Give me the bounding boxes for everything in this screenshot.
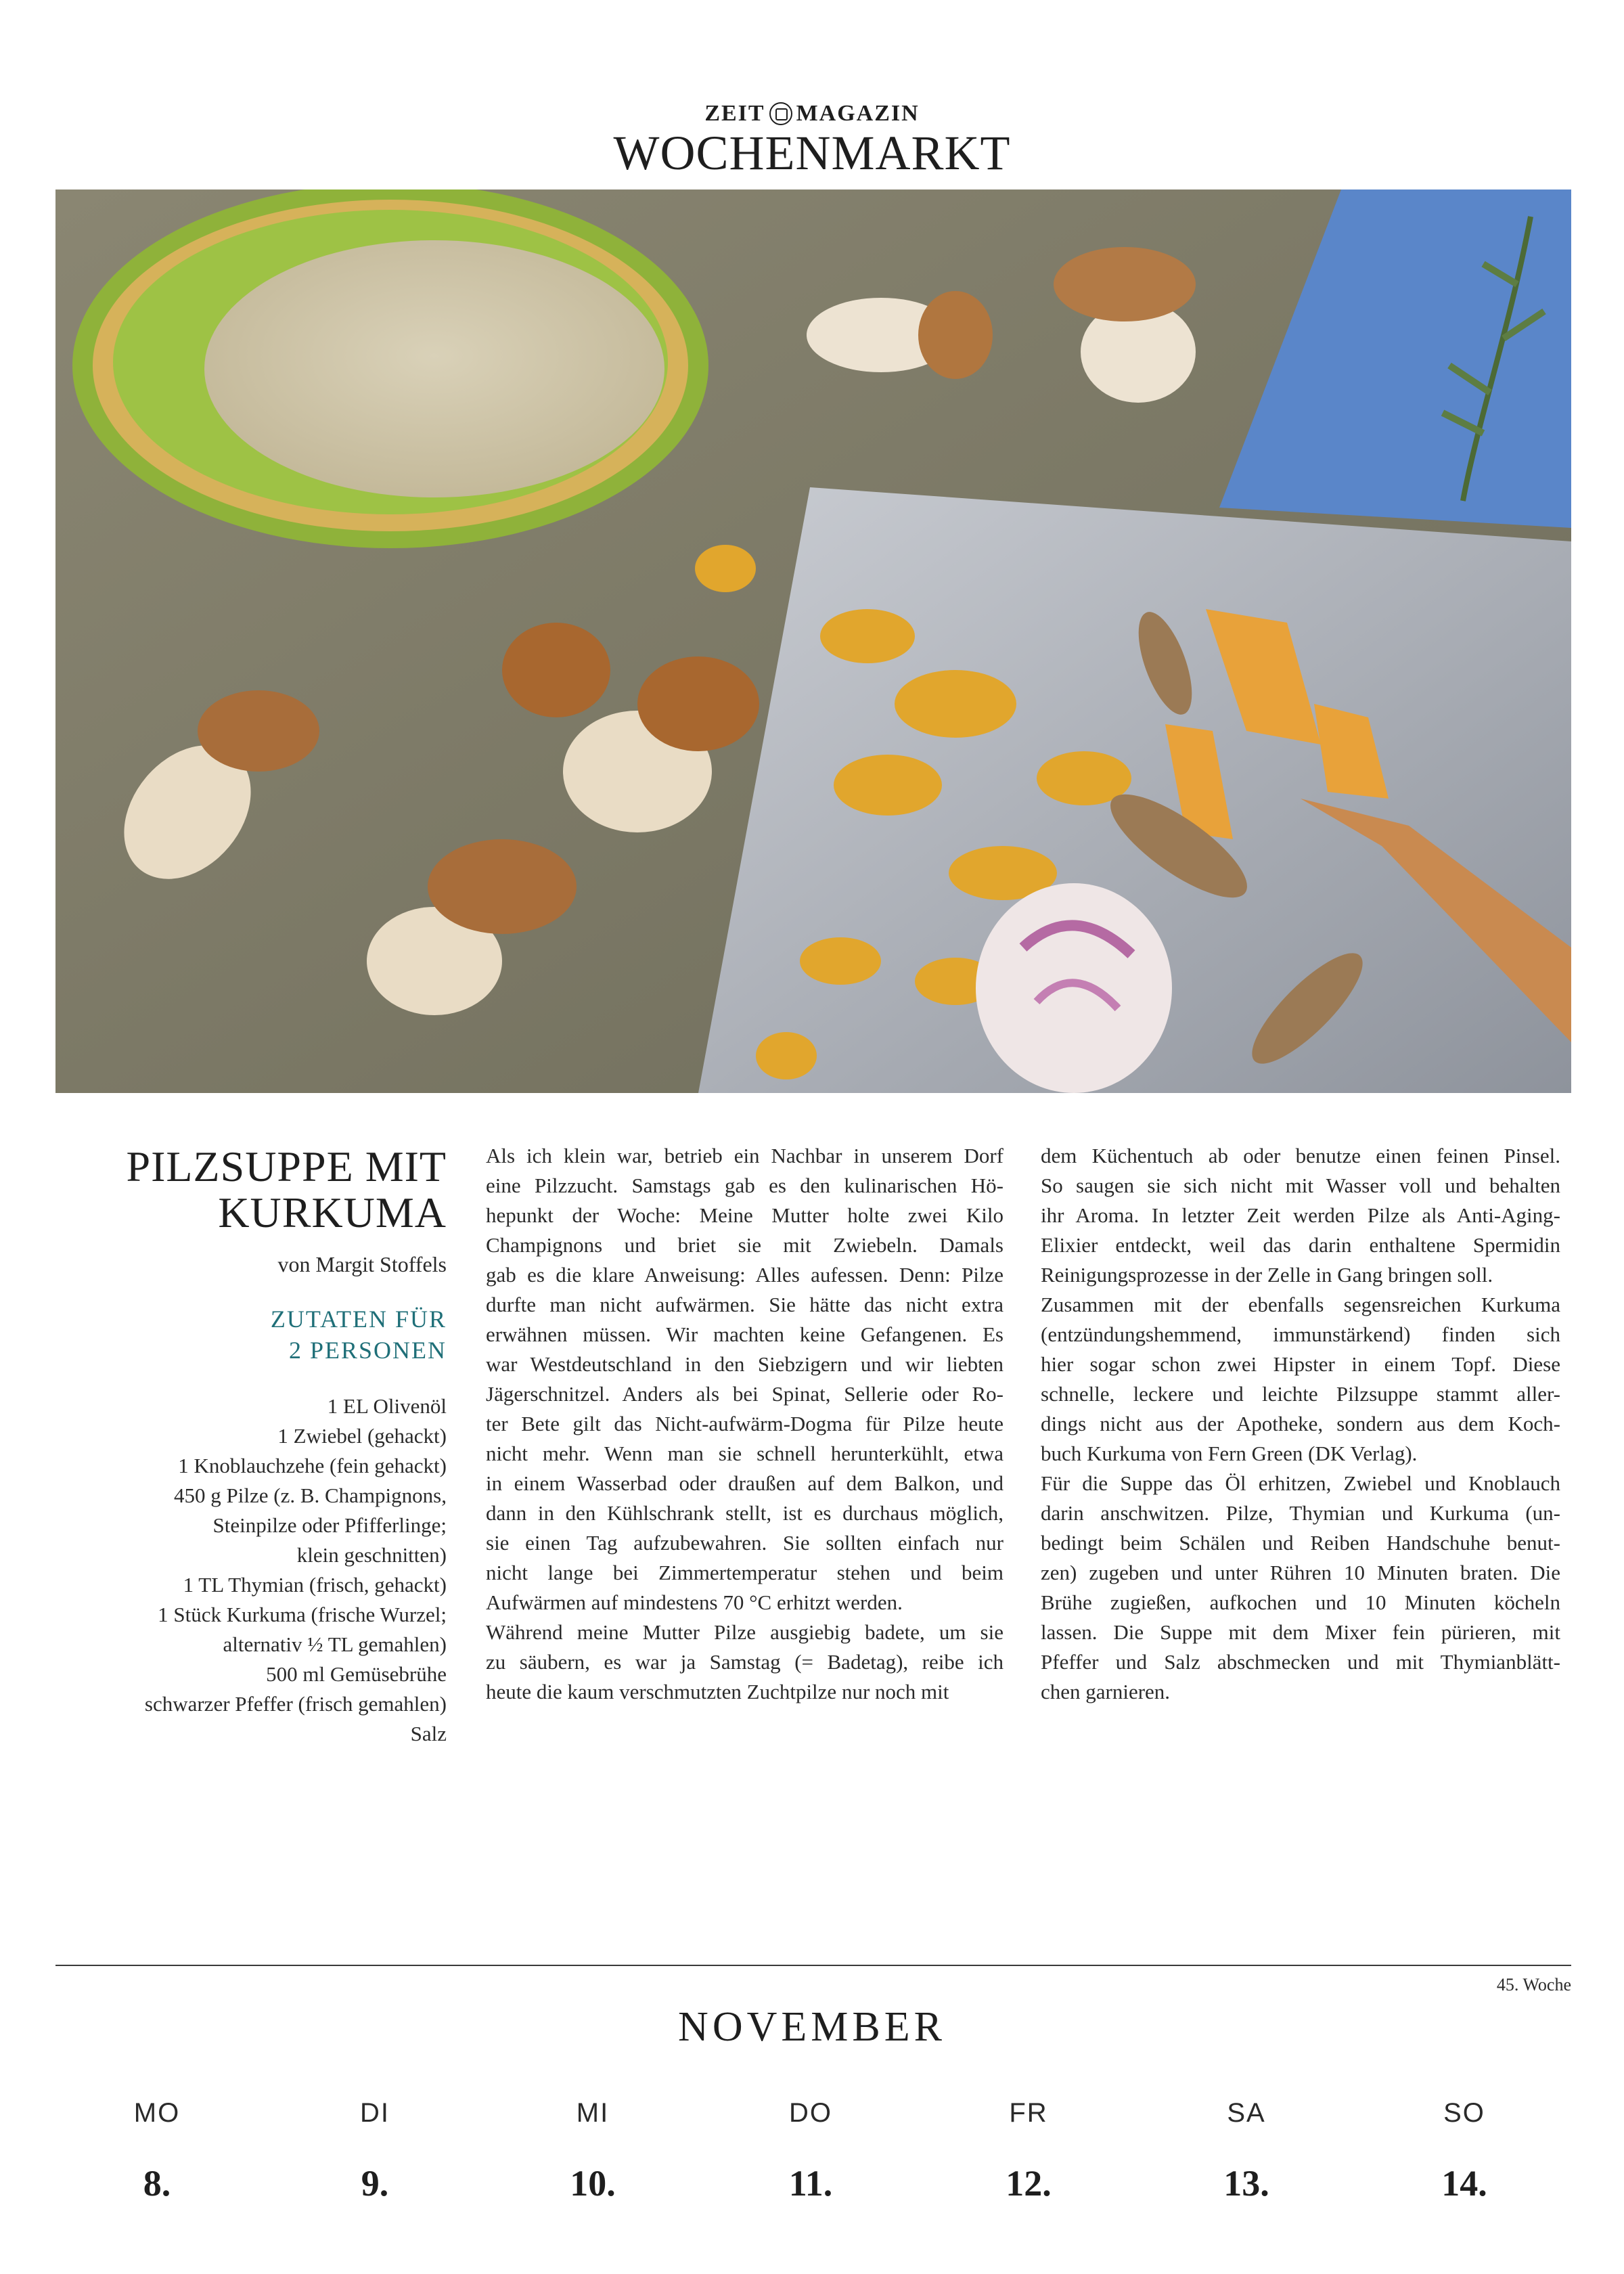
- text-line: buch Kurkuma von Fern Green (DK Verlag).: [1041, 1442, 1418, 1465]
- text-line: ter Bete gilt das Nicht-aufwärm-Dogma für Pilze heute: [486, 1412, 1003, 1435]
- recipe-photo: [55, 190, 1571, 1093]
- day-number: 11.: [788, 2163, 833, 2204]
- text-line: heute die kaum verschmutzten Zuchtpilze nur noch mit: [486, 1680, 949, 1703]
- text-line: zu säubern, es war ja Samstag (= Badetag), reibe ich: [486, 1650, 1003, 1674]
- article-column-1: [486, 1141, 1003, 1707]
- masthead: [0, 102, 1624, 179]
- day-number: 13.: [1223, 2163, 1269, 2204]
- masthead-brand: [0, 102, 1624, 126]
- text-line: lassen. Die Suppe mit dem Mixer fein pürieren, mit: [1041, 1620, 1560, 1644]
- day-sa: [1179, 2098, 1314, 2204]
- text-line: darin anschwitzen. Pilze, Thymian und Kurkuma (un-: [1041, 1501, 1560, 1525]
- text-line: Reinigungsprozesse in der Zelle in Gang bringen soll.: [1041, 1263, 1493, 1287]
- text-line: chen garnieren.: [1041, 1680, 1171, 1703]
- month-title: NOVEMBER: [678, 2004, 946, 2050]
- text-line: bedingt beim Schälen und Reiben Handschuhe benut-: [1041, 1531, 1560, 1555]
- text-line: war Westdeutschland in den Siebzigern und wir liebten: [486, 1352, 1003, 1376]
- text-line: in einem Wasserbad oder draußen auf dem Balkon, und: [486, 1471, 1003, 1495]
- day-name: FR: [1009, 2098, 1048, 2128]
- text-line: gab es die klare Anweisung: Alles aufessen. Denn: Pilze: [486, 1263, 1003, 1287]
- text-line: dann in den Kühlschrank stellt, ist es durchaus möglich,: [486, 1501, 1003, 1525]
- text-line: nicht mehr. Wenn man sie schnell herunterkühlt, etwa: [486, 1442, 1003, 1465]
- day-fr: [961, 2098, 1096, 2204]
- ingredient-item: alternativ ½ TL gemahlen): [223, 1632, 447, 1656]
- text-line: sie einen Tag aufzubewahren. Sie sollten einfach nur: [486, 1531, 1003, 1555]
- text-line: dem Küchentuch ab oder benutze einen feinen Pinsel.: [1041, 1144, 1560, 1167]
- day-name: SO: [1443, 2098, 1485, 2128]
- day-name: SA: [1227, 2098, 1266, 2128]
- text-line: Zusammen mit der ebenfalls segensreichen Kurkuma: [1041, 1293, 1560, 1316]
- ingredient-item: schwarzer Pfeffer (frisch gemahlen): [144, 1692, 447, 1716]
- text-line: zen) zugeben und unter Rühren 10 Minuten braten. Die: [1041, 1561, 1560, 1584]
- text-line: hier sogar schon zwei Hipster in einem Topf. Diese: [1041, 1352, 1560, 1376]
- text-line: (entzündungshemmend, immunstärkend) finden sich: [1041, 1322, 1560, 1346]
- text-line: Champignons und briet sie mit Zwiebeln. Damals: [486, 1233, 1003, 1257]
- recipe-title-line2: KURKUMA: [218, 1188, 447, 1236]
- ingredient-item: 1 Knoblauchzehe (fein gehackt): [178, 1454, 447, 1477]
- day-number: 8.: [143, 2163, 171, 2204]
- day-mo: [89, 2098, 225, 2204]
- day-number: 10.: [570, 2163, 616, 2204]
- day-name: MI: [576, 2098, 610, 2128]
- ingredient-item: Steinpilze oder Pfifferlinge;: [212, 1513, 447, 1537]
- ingredient-item: 1 Zwiebel (gehackt): [277, 1424, 447, 1448]
- day-name: MO: [133, 2098, 181, 2128]
- text-line: Während meine Mutter Pilze ausgiebig badete, um sie: [486, 1620, 1003, 1644]
- day-di: [307, 2098, 443, 2204]
- text-line: Elixier entdeckt, weil das darin enthaltene Spermidin: [1041, 1233, 1560, 1257]
- masthead-title: WOCHENMARKT: [613, 126, 1011, 180]
- day-number: 12.: [1006, 2163, 1052, 2204]
- text-line: Brühe zugießen, aufkochen und 10 Minuten köcheln: [1041, 1590, 1560, 1614]
- ingredient-item: 1 Stück Kurkuma (frische Wurzel;: [158, 1603, 447, 1626]
- day-number: 9.: [361, 2163, 389, 2204]
- text-line: So saugen sie sich nicht mit Wasser voll und behalten: [1041, 1174, 1560, 1197]
- masthead-zeit: ZEIT: [704, 101, 765, 126]
- ingredients-list: [74, 1391, 447, 1749]
- text-line: nicht lange bei Zimmertemperatur stehen und beim: [486, 1561, 1003, 1584]
- divider: [55, 1965, 1571, 1966]
- recipe-title-line1: PILZSUPPE MIT: [126, 1142, 447, 1190]
- ingredient-item: 450 g Pilze (z. B. Champignons,: [174, 1484, 447, 1507]
- ingredients-heading-line2: 2 PERSONEN: [288, 1337, 447, 1364]
- text-line: dings nicht aus der Apotheke, sondern aus dem Koch-: [1041, 1412, 1560, 1435]
- day-number: 14.: [1441, 2163, 1487, 2204]
- recipe-author: von Margit Stoffels: [277, 1252, 447, 1276]
- ingredients-heading: [74, 1303, 447, 1366]
- text-line: eine Pilzzucht. Samstags gab es den kulinarischen Hö-: [486, 1174, 1003, 1197]
- text-line: hepunkt der Woche: Meine Mutter holte zwei Kilo: [486, 1203, 1003, 1227]
- article-column-2: [1041, 1141, 1560, 1707]
- ingredient-item: 1 EL Olivenöl: [327, 1394, 447, 1418]
- day-do: [743, 2098, 878, 2204]
- recipe-sidebar: [74, 1144, 447, 1749]
- text-line: schnelle, leckere und leichte Pilzsuppe stammt aller-: [1041, 1382, 1560, 1406]
- masthead-magazin: MAGAZIN: [796, 101, 920, 126]
- ingredient-item: 500 ml Gemüsebrühe: [266, 1662, 447, 1686]
- text-line: Jägerschnitzel. Anders als bei Spinat, Sellerie oder Ro-: [486, 1382, 1003, 1406]
- ingredient-item: 1 TL Thymian (frisch, gehackt): [183, 1573, 447, 1597]
- ingredient-item: klein geschnitten): [296, 1543, 447, 1567]
- text-line: Pfeffer und Salz abschmecken und mit Thymianblätt-: [1041, 1650, 1560, 1674]
- day-name: DO: [789, 2098, 832, 2128]
- recipe-title: [74, 1144, 447, 1236]
- day-name: DI: [360, 2098, 390, 2128]
- ingredient-item: Salz: [410, 1722, 447, 1745]
- seal-icon: [769, 102, 792, 125]
- text-line: erwähnen müssen. Wir machten keine Gefangenen. Es: [486, 1322, 1003, 1346]
- day-so: [1397, 2098, 1532, 2204]
- text-line: Als ich klein war, betrieb ein Nachbar in unserem Dorf: [486, 1144, 1003, 1167]
- text-line: ihr Aroma. In letzter Zeit werden Pilze als Anti-Aging-: [1041, 1203, 1560, 1227]
- ingredients-heading-line1: ZUTATEN FÜR: [270, 1306, 447, 1333]
- text-line: Für die Suppe das Öl erhitzen, Zwiebel und Knoblauch: [1041, 1471, 1560, 1495]
- day-mi: [525, 2098, 660, 2204]
- text-line: Aufwärmen auf mindestens 70 °C erhitzt werden.: [486, 1590, 903, 1614]
- week-number: 45. Woche: [1496, 1975, 1571, 1994]
- text-line: durfte man nicht aufwärmen. Sie hätte das nicht extra: [486, 1293, 1003, 1316]
